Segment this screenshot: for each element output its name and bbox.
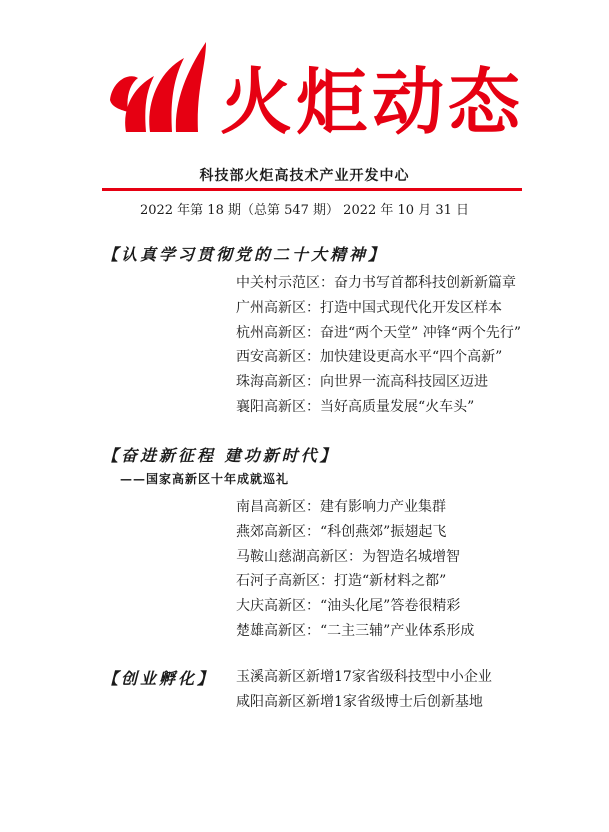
article-item[interactable]: 襄阳高新区：当好高质量发展“火车头” bbox=[236, 398, 475, 415]
article-item[interactable]: 中关村示范区：奋力书写首都科技创新新篇章 bbox=[236, 275, 516, 291]
article-item[interactable]: 珠海高新区：向世界一流高科技园区迈进 bbox=[236, 374, 488, 391]
article-item[interactable]: 南昌高新区：建有影响力产业集群 bbox=[236, 499, 446, 515]
article-item[interactable]: 石河子高新区：打造“新材料之都” bbox=[236, 573, 447, 590]
section-title: 【认真学习贯彻党的二十大精神】 bbox=[102, 245, 388, 264]
article-item[interactable]: 楚雄高新区：“二主三辅”产业体系形成 bbox=[236, 622, 475, 639]
article-item[interactable]: 西安高新区：加快建设更高水平“四个高新” bbox=[236, 349, 503, 366]
masthead-divider bbox=[102, 188, 522, 191]
article-list bbox=[236, 665, 492, 715]
publisher-name: 科技部火炬高技术产业开发中心 bbox=[199, 168, 410, 184]
issue-info: 2022 年第 18 期（总第 547 期） 2022 年 10 月 31 日 bbox=[139, 203, 470, 218]
article-list bbox=[236, 271, 521, 420]
section-title: 【奋进新征程 建功新时代】 bbox=[102, 446, 339, 465]
article-list bbox=[236, 495, 474, 644]
masthead-title: 火炬动态 bbox=[220, 60, 525, 144]
article-item[interactable]: 咸阳高新区新增1家省级博士后创新基地 bbox=[236, 693, 483, 710]
torch-flame-icon bbox=[102, 38, 222, 148]
section-title: 【创业孵化】 bbox=[102, 669, 217, 688]
article-item[interactable]: 马鞍山慈湖高新区：为智造名城增智 bbox=[236, 548, 460, 565]
article-item[interactable]: 玉溪高新区新增17家省级科技型中小企业 bbox=[236, 669, 492, 685]
article-item[interactable]: 广州高新区：打造中国式现代化开发区样本 bbox=[236, 299, 502, 316]
article-item[interactable]: 杭州高新区：奋进“两个天堂” 冲锋“两个先行” bbox=[236, 324, 522, 341]
section-subtitle: ——国家高新区十年成就巡礼 bbox=[120, 472, 290, 486]
article-item[interactable]: 燕郊高新区：“科创燕郊”振翅起飞 bbox=[236, 523, 447, 540]
article-item[interactable]: 大庆高新区：“油头化尾”答卷很精彩 bbox=[236, 598, 461, 615]
